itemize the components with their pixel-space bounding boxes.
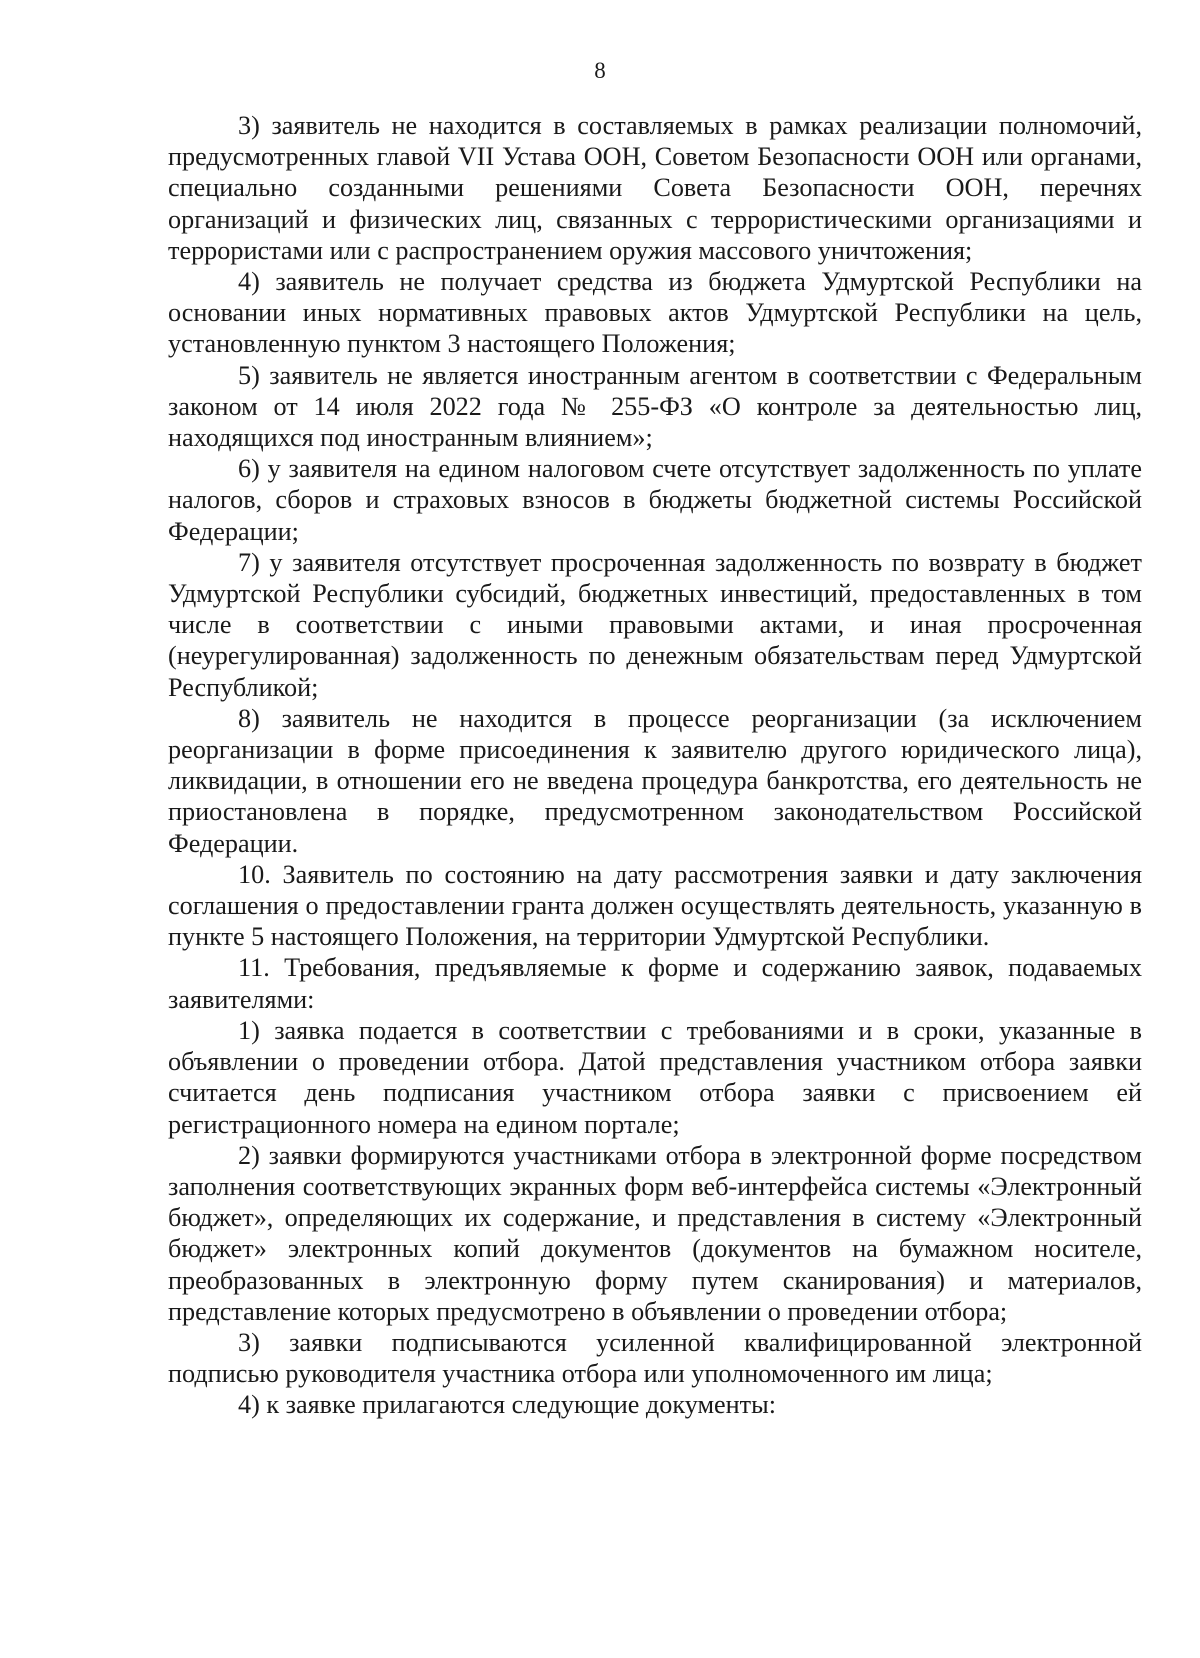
paragraph-item-7: 7) у заявителя отсутствует просроченная задолженность по возврату в бюджет Удмуртской Республики субсидий, бюджетных инвестиций, предоставленных в том числе в соответствии с иными правовыми актами, и иная просроченная (неурегулированная) задолженность по денежным обязательствам перед Удмуртской Республикой;: [168, 547, 1142, 702]
paragraph-item-5: 5) заявитель не является иностранным агентом в соответствии с Федеральным законом от 14 июля 2022 года № 255-ФЗ «О контроле за деятельностью лиц, находящихся под иностранным влиянием»;: [168, 360, 1142, 453]
paragraph-item-6: 6) у заявителя на едином налоговом счете отсутствует задолженность по уплате налогов, сборов и страховых взносов в бюджеты бюджетной системы Российской Федерации;: [168, 454, 1142, 546]
paragraph-subitem-3: 3) заявки подписываются усиленной квалифицированной электронной подписью руководителя участника отбора или уполномоченного им лица;: [168, 1327, 1142, 1389]
page-number: 8: [594, 58, 606, 83]
paragraph-section-10: 10. Заявитель по состоянию на дату рассмотрения заявки и дату заключения соглашения о предоставлении гранта должен осуществлять деятельность, указанную в пункте 5 настоящего Положения, на территории Удмуртской Республики.: [168, 859, 1142, 952]
paragraph-subitem-1: 1) заявка подается в соответствии с требованиями и в сроки, указанные в объявлении о проведении отбора. Датой представления участником отбора заявки считается день подписания участником отбора заявки с присвоением ей регистрационного номера на едином портале;: [168, 1015, 1142, 1139]
paragraph-subitem-2: 2) заявки формируются участниками отбора в электронной форме посредством заполнения соответствующих экранных форм веб-интерфейса системы «Электронный бюджет», определяющих их содержание, и представления в систему «Электронный бюджет» электронных копий документов (документов на бумажном носителе, преобразованных в электронную форму путем сканирования) и материалов, представление которых предусмотрено в объявлении о проведении отбора;: [168, 1140, 1142, 1326]
paragraph-item-4: 4) заявитель не получает средства из бюджета Удмуртской Республики на основании иных нормативных правовых актов Удмуртской Республики на цель, установленную пунктом 3 настоящего Положения;: [168, 267, 1142, 359]
document-body: [168, 110, 1142, 1421]
paragraph-subitem-4: 4) к заявке прилагаются следующие документы:: [238, 1390, 776, 1420]
paragraph-item-8: 8) заявитель не находится в процессе реорганизации (за исключением реорганизации в форме присоединения к заявителю другого юридического лица), ликвидации, в отношении его не введена процедура банкротства, его деятельность не приостановлена в порядке, предусмотренном законодательством Российской Федерации.: [168, 703, 1142, 858]
paragraph-item-3: 3) заявитель не находится в составляемых в рамках реализации полномочий, предусмотренных главой VII Устава ООН, Советом Безопасности ООН или органами, специально созданными решениями Совета Безопасности ООН, перечнях организаций и физических лиц, связанных с террористическими организациями и террористами или с распространением оружия массового уничтожения;: [168, 111, 1142, 265]
paragraph-section-11: 11. Требования, предъявляемые к форме и содержанию заявок, подаваемых заявителями:: [168, 953, 1142, 1014]
